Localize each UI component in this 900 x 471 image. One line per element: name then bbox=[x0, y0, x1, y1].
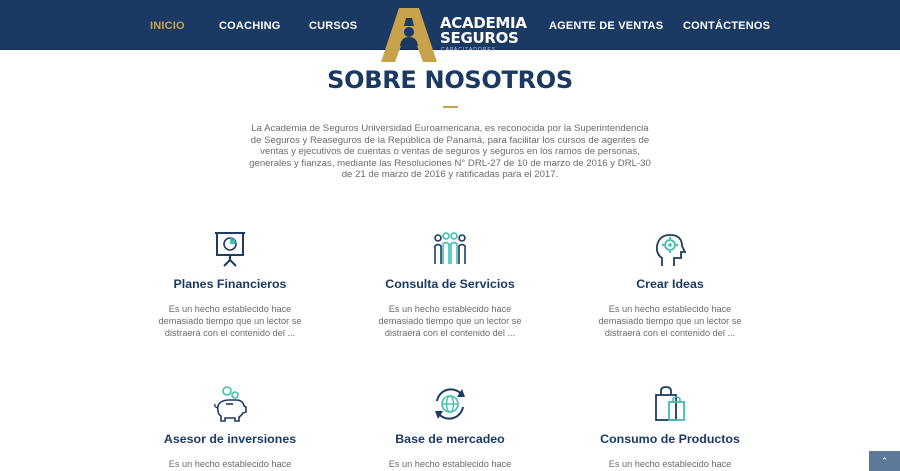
nav-link-coaching[interactable]: COACHING bbox=[219, 20, 281, 32]
back-to-top-button[interactable] bbox=[869, 451, 900, 471]
nav-link-agente-de-ventas[interactable]: AGENTE DE VENTAS bbox=[549, 20, 664, 32]
logo-word-academia: ACADEMIA bbox=[440, 14, 527, 32]
logo-a-emblem-icon bbox=[381, 6, 437, 62]
feature-description: Es un hecho establecido hace bbox=[388, 459, 512, 469]
shopping-bags-icon bbox=[652, 385, 688, 423]
chevron-up-icon: ⌃ bbox=[880, 456, 889, 466]
nav-link-inicio[interactable]: INICIO bbox=[150, 20, 185, 32]
head-gear-icon bbox=[652, 230, 688, 268]
feature-description: Es un hecho establecido hace demasiado tiempo que un lector se distraerá con el contenido del ... bbox=[158, 304, 302, 338]
logo-tagline: CAPACITADORES bbox=[441, 47, 497, 53]
presentation-chart-icon bbox=[212, 230, 248, 268]
section-title: SOBRE NOSOTROS bbox=[327, 66, 573, 94]
about-paragraph: La Academia de Seguros Universidad Euroamericana, es reconocida por la Superintendencia de Seguros y Reaseguros de la República de Panamá, para facilitar los cursos de agentes de ventas y ejecutivos de cuentas o ventas de seguros y seguros en los ramos de personas, generales y fianzas, mediante las Resoluciones N° DRL-27 de 10 de marzo de 2016 y DRL-30 de 21 de marzo de 2016 y ratificadas para el 2017. bbox=[249, 123, 651, 181]
people-group-icon bbox=[432, 230, 468, 268]
feature-description: Es un hecho establecido hace bbox=[608, 459, 732, 469]
piggy-bank-icon bbox=[212, 385, 248, 423]
site-logo[interactable] bbox=[381, 6, 526, 62]
globe-cycle-icon bbox=[432, 385, 468, 423]
nav-link-cursos[interactable]: CURSOS bbox=[309, 20, 358, 32]
feature-description: Es un hecho establecido hace demasiado tiempo que un lector se distraerá con el contenido del ... bbox=[598, 304, 742, 338]
nav-link-contactenos[interactable]: CONTÁCTENOS bbox=[683, 20, 771, 32]
feature-title: Crear Ideas bbox=[636, 277, 704, 291]
feature-title: Consulta de Servicios bbox=[385, 277, 515, 291]
feature-title: Base de mercadeo bbox=[395, 432, 505, 446]
feature-title: Asesor de inversiones bbox=[163, 432, 297, 446]
title-divider bbox=[443, 106, 458, 108]
feature-title: Planes Financieros bbox=[173, 277, 287, 291]
feature-title: Consumo de Productos bbox=[600, 432, 740, 446]
feature-description: Es un hecho establecido hace demasiado tiempo que un lector se distraerá con el contenido del ... bbox=[378, 304, 522, 338]
logo-word-seguros: SEGUROS bbox=[440, 29, 519, 47]
feature-description: Es un hecho establecido hace bbox=[168, 459, 292, 469]
